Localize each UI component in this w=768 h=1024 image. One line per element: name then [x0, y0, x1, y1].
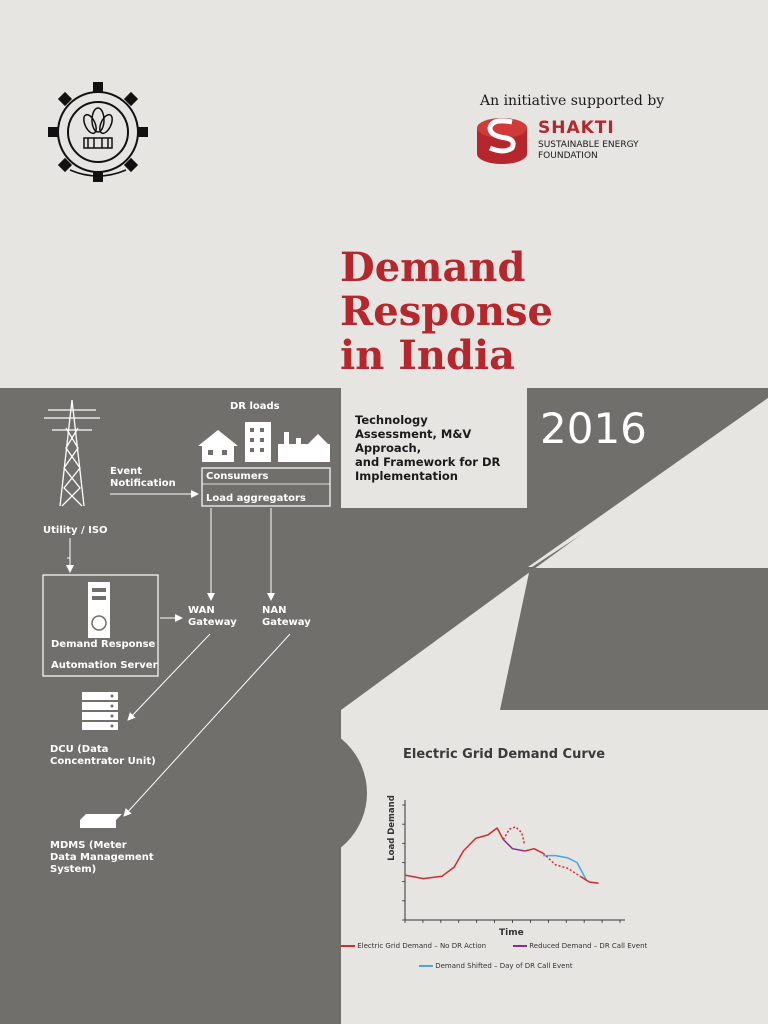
utility-label: Utility / ISO: [43, 525, 108, 536]
dr-loads-label: DR loads: [230, 401, 280, 412]
shakti-sub-line2: FOUNDATION: [538, 151, 598, 161]
mdms-line2: Data Management: [50, 852, 154, 863]
legend-label: Demand Shifted – Day of DR Call Event: [435, 962, 573, 970]
chart-series-line: [503, 840, 525, 852]
shakti-sub-line1: SUSTAINABLE ENERGY: [538, 140, 639, 150]
legend-item: [341, 942, 486, 950]
legend-label: Reduced Demand – DR Call Event: [529, 942, 648, 950]
legend-item: [419, 962, 573, 970]
event-notification-line1: Event: [110, 466, 143, 477]
mdms-label: [50, 840, 154, 876]
data-concentrator-icon: [82, 692, 118, 730]
dcu-line2: Concentrator Unit): [50, 756, 156, 767]
chart-axes: [402, 800, 625, 923]
legend-swatch: [341, 945, 355, 947]
cover-subtitle: [355, 413, 500, 483]
legend-item: [513, 942, 647, 950]
factory-icon: [278, 432, 330, 462]
cover-title: [340, 246, 553, 378]
legend-label: Electric Grid Demand – No DR Action: [357, 942, 487, 950]
legend-swatch: [513, 945, 527, 947]
chart-lines: [405, 827, 599, 883]
meter-device-icon: [80, 814, 122, 828]
consumers-label: Consumers: [206, 471, 269, 482]
wan-line1: WAN: [188, 605, 215, 616]
shakti-logo-icon: [474, 114, 530, 168]
nan-line1: NAN: [262, 605, 287, 616]
chart-series-line: [405, 828, 503, 879]
cover-year: 2016: [540, 404, 647, 453]
mdms-line3: System): [50, 864, 97, 875]
load-aggregators-label: Load aggregators: [206, 493, 306, 504]
initiative-text: An initiative supported by: [480, 93, 665, 109]
mdms-line1: MDMS (Meter: [50, 840, 127, 851]
title-line-3: in India: [340, 332, 516, 379]
chart-series-line: [525, 849, 543, 854]
title-line-2: Response: [340, 288, 553, 335]
wan-line2: Gateway: [188, 617, 237, 628]
subtitle-line: Technology: [355, 413, 428, 427]
shakti-name: SHAKTI: [538, 118, 615, 138]
chart-series-line: [580, 876, 598, 883]
subtitle-line: and Framework for DR: [355, 455, 501, 469]
subtitle-line: Assessment, M&V: [355, 427, 472, 441]
wan-gateway-label: [188, 605, 237, 629]
chart-x-axis-label: Time: [499, 928, 524, 938]
subtitle-line: Implementation: [355, 469, 458, 483]
nan-line2: Gateway: [262, 617, 311, 628]
apartment-building-icon: [245, 422, 271, 462]
server-label-line2: Automation Server: [51, 660, 158, 671]
subtitle-line: Approach,: [355, 441, 422, 455]
chart-title: Electric Grid Demand Curve: [403, 747, 606, 762]
dcu-line1: DCU (Data: [50, 744, 109, 755]
server-label-line1: Demand Response: [51, 639, 156, 650]
transmission-tower-icon: [44, 400, 100, 506]
legend-swatch: [419, 965, 433, 967]
title-line-1: Demand: [340, 244, 526, 291]
event-notification-label: [110, 466, 176, 490]
iit-seal-logo: [40, 78, 158, 190]
shakti-subtitle: [538, 140, 639, 162]
dcu-label: [50, 744, 156, 768]
chart-y-axis-label: Load Demand: [387, 795, 397, 861]
event-notification-line2: Notification: [110, 478, 176, 489]
server-icon: [88, 582, 110, 638]
house-icon: [198, 430, 238, 462]
demand-curve-chart: [380, 780, 630, 930]
nan-gateway-label: [262, 605, 311, 629]
